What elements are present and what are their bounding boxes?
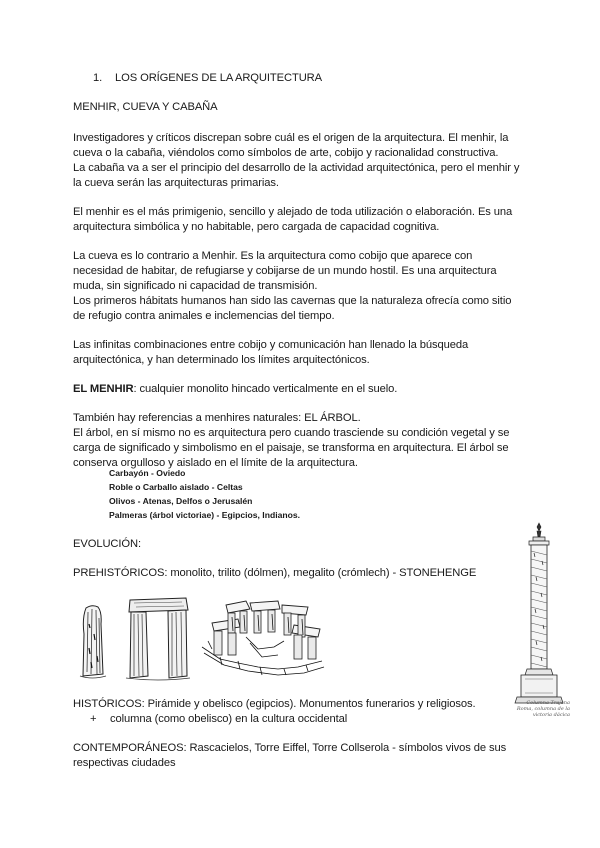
paragraph-line: arquitectura simbólica y no habitable, pero cargada de capacidad cognitiva. — [73, 221, 440, 233]
bullet-plus: + — [90, 713, 97, 725]
paragraph-line: carga de significado y simbolismo en el paisaje, se transforma en arquitectura. El árbol se — [73, 442, 509, 454]
paragraph-line: La cueva es lo contrario a Menhir. Es la arquitectura como cobijo que aparece con — [73, 250, 473, 262]
list-item: Olivos - Atenas, Delfos o Jerusalén — [109, 496, 253, 506]
caption-line: victoria dácica — [532, 712, 570, 718]
paragraph-line: arquitectónica, y han determinado los límites arquitectónicos. — [73, 354, 370, 366]
paragraph-line: conserva orgulloso y aislado en el límite de la arquitectura. — [73, 457, 358, 469]
section-number: 1. — [93, 72, 103, 84]
section-title: LOS ORÍGENES DE LA ARQUITECTURA — [115, 72, 323, 84]
paragraph-line: la cueva serán las arquitecturas primarias. — [73, 177, 279, 189]
contemporaneos-line: respectivas ciudades — [73, 757, 176, 769]
cromlech-illustration — [198, 597, 328, 679]
list-item: Carbayón - Oviedo — [109, 468, 186, 478]
section-heading — [93, 71, 322, 86]
paragraph-line: muda, sin significado ni capacidad de transmisión. — [73, 280, 318, 292]
paragraph-line: necesidad de habitar, de refugiarse y cobijarse de un mundo hostil. Es una arquitectura — [73, 265, 497, 277]
paragraph-line: Investigadores y críticos discrepan sobre cuál es el origen de la arquitectura. El menhir, la — [73, 132, 509, 144]
list-item: Roble o Carballo aislado - Celtas — [109, 482, 243, 492]
column-illustration — [503, 519, 575, 705]
historicos-item-text: columna (como obelisco) en la cultura occidental — [110, 713, 348, 725]
list-item: Palmeras (árbol victoriae) - Egipcios, Indianos. — [109, 510, 301, 520]
paragraph-line: El árbol, en sí mismo no es arquitectura pero cuando trasciende su condición vegetal y se — [73, 427, 510, 439]
paragraph-line: También hay referencias a menhires naturales: EL ÁRBOL. — [73, 412, 361, 424]
paragraph-line: de refugio contra animales e inclemencias del tiempo. — [73, 310, 335, 322]
caption-line: Roma, columna de la — [516, 706, 570, 712]
menhir-definition — [73, 382, 397, 397]
column-caption — [498, 700, 570, 718]
menhir-def-text: : cualquier monolito hincado verticalmente en el suelo. — [133, 383, 398, 395]
caption-line: Columna Trajana — [526, 700, 570, 706]
paragraph-line: Los primeros hábitats humanos han sido las cavernas que la naturaleza ofrecía como sitio — [73, 295, 512, 307]
menhir-label: EL MENHIR — [73, 383, 134, 395]
paragraph-line: La cabaña va a ser el principio del desarrollo de la actividad arquitectónica, pero el menhir y — [73, 162, 520, 174]
paragraph-line: cueva o la cabaña, viéndolos como símbolos de arte, cobijo y racionalidad constructiva. — [73, 147, 499, 159]
subtitle: MENHIR, CUEVA Y CABAÑA — [73, 101, 218, 113]
trilito-illustration — [124, 596, 192, 682]
contemporaneos-line: CONTEMPORÁNEOS: Rascacielos, Torre Eiffel, Torre Collserola - símbolos vivos de sus — [73, 742, 507, 754]
historicos-line: HISTÓRICOS: Pirámide y obelisco (egipcios). Monumentos funerarios y religiosos. — [73, 698, 476, 710]
prehistoricos-line: PREHISTÓRICOS: monolito, trilito (dólmen), megalito (crómlech) - STONEHENGE — [73, 567, 477, 579]
menhir-illustration — [78, 604, 108, 680]
historicos-list-item — [90, 712, 347, 727]
evolucion-heading: EVOLUCIÓN: — [73, 538, 142, 550]
paragraph-line: El menhir es el más primigenio, sencillo y alejado de toda utilización o elaboración. Es una — [73, 206, 513, 218]
paragraph-line: Las infinitas combinaciones entre cobijo y comunicación han llenado la búsqueda — [73, 339, 469, 351]
